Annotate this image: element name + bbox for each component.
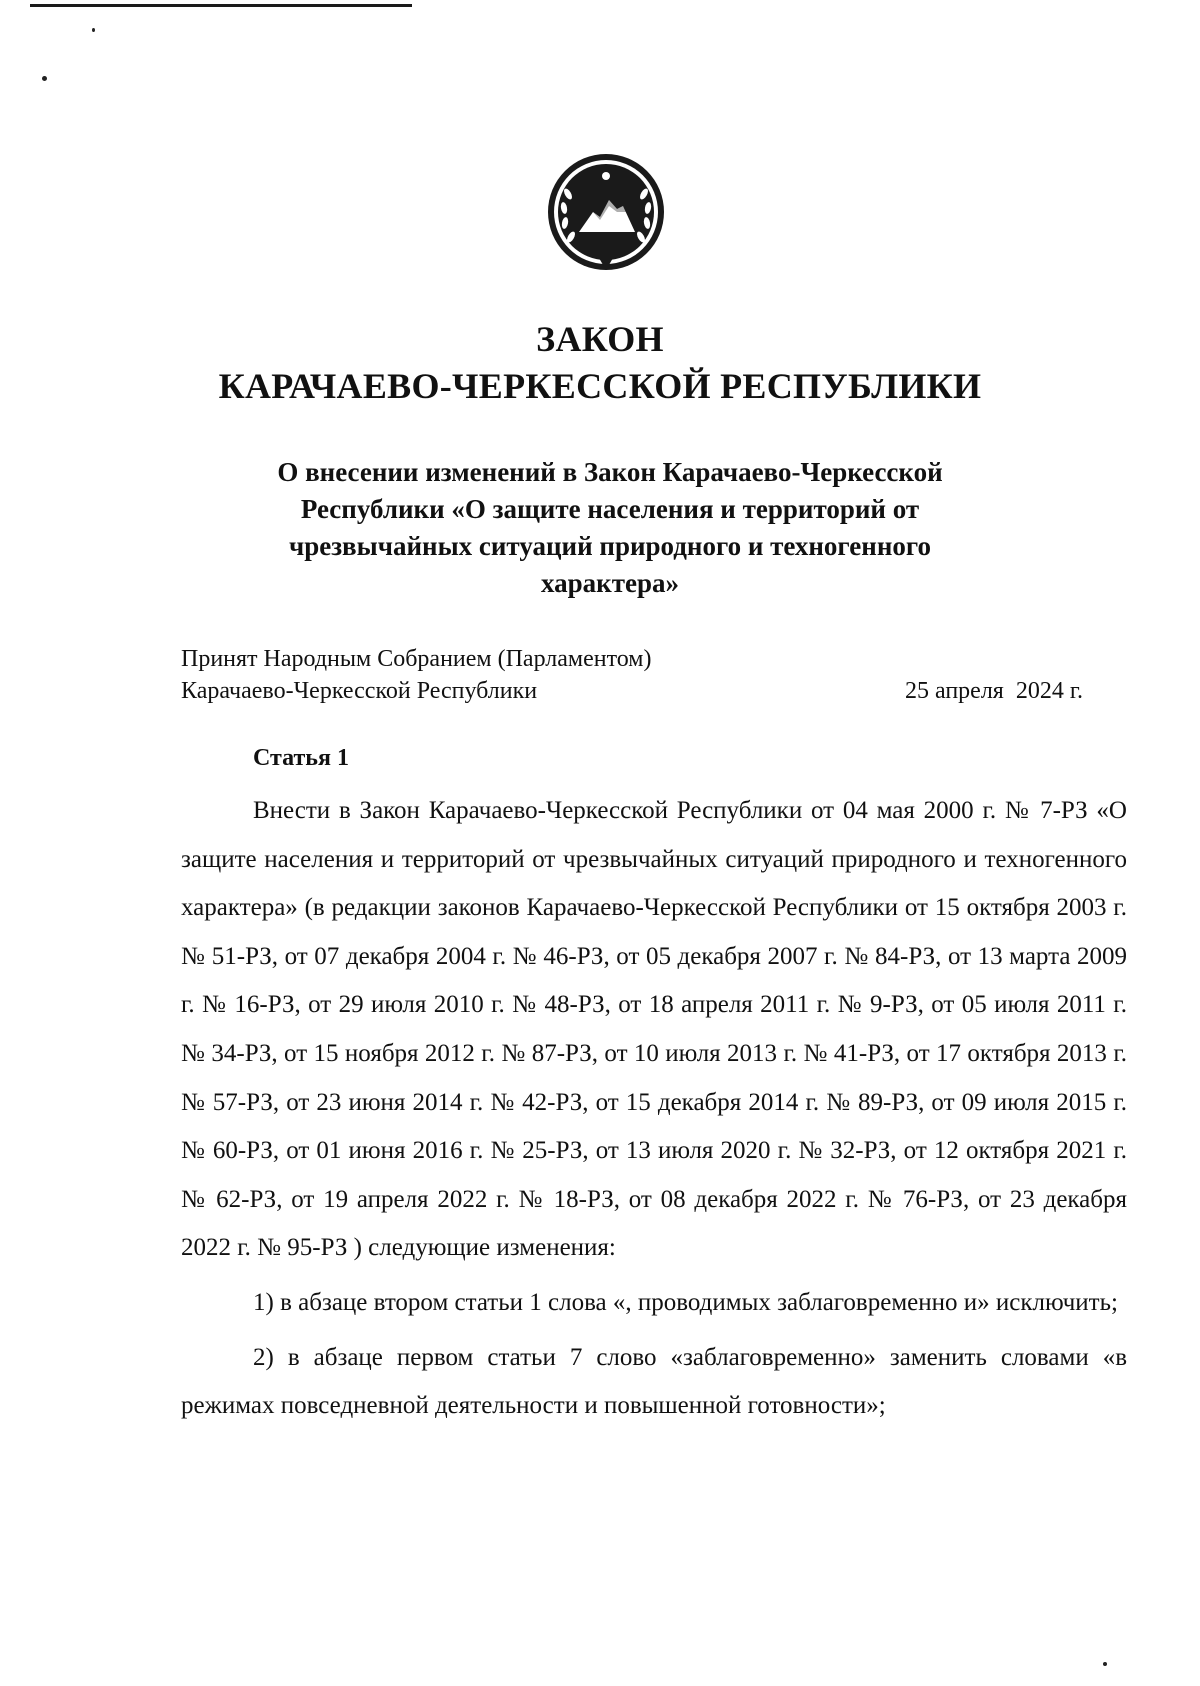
article-body	[181, 787, 1127, 1431]
top-scan-rule	[30, 4, 412, 7]
amendment-item: 1) в абзаце втором статьи 1 слова «, проводимых заблаговременно и» исключить;	[253, 1288, 1118, 1316]
coat-of-arms-icon	[543, 146, 669, 282]
amendment-item: 2) в абзаце первом статьи 7 слово «заблаговременно» заменить словами «в режимах повседневной деятельности и повышенной готовности»;	[181, 1343, 1127, 1420]
adoption-line-2: Карачаево-Черкесской Республики	[181, 678, 538, 704]
law-subtitle: О внесении изменений в Закон Карачаево-Черкесской Республики «О защите населения и территорий от чрезвычайных ситуаций природного и техногенного характера»	[277, 457, 943, 598]
scan-speck	[92, 28, 95, 32]
scan-speck	[42, 76, 47, 81]
article-intro-paragraph: Внести в Закон Карачаево-Черкесской Республики от 04 мая 2000 г. № 7-РЗ «О защите населения и территорий от чрезвычайных ситуаций природного и техногенного характера» (в редакции законов Карачаево-Черкесской Республики от 15 октября 2003 г. № 51-РЗ, от 07 декабря 2004 г. № 46-РЗ, от 05 декабря 2007 г. № 84-РЗ, от 13 марта 2009 г. № 16-РЗ, от 29 июля 2010 г. № 48-РЗ, от 18 апреля 2011 г. № 9-РЗ, от 05 июля 2011 г. № 34-РЗ, от 15 ноября 2012 г. № 87-РЗ, от 10 июля 2013 г. № 41-РЗ, от 17 октября 2013 г. № 57-РЗ, от 23 июня 2014 г. № 42-РЗ, от 15 декабря 2014 г. № 89-РЗ, от 09 июля 2015 г. № 60-РЗ, от 01 июня 2016 г. № 25-РЗ, от 13 июля 2020 г. № 32-РЗ, от 12 октября 2021 г. № 62-РЗ, от 19 апреля 2022 г. № 18-РЗ, от 08 декабря 2022 г. № 76-РЗ, от 23 декабря 2022 г. № 95-РЗ ) следующие изменения:	[181, 797, 1127, 1262]
adoption-line-1: Принят Народным Собранием (Парламентом)	[181, 646, 652, 672]
document-title-line-1: ЗАКОН	[536, 319, 664, 359]
adoption-date: 25 апреля 2024 г.	[905, 678, 1083, 704]
article-heading: Статья 1	[253, 745, 349, 771]
document-title-line-2: КАРАЧАЕВО-ЧЕРКЕССКОЙ РЕСПУБЛИКИ	[218, 366, 982, 406]
scan-speck	[1103, 1662, 1107, 1666]
